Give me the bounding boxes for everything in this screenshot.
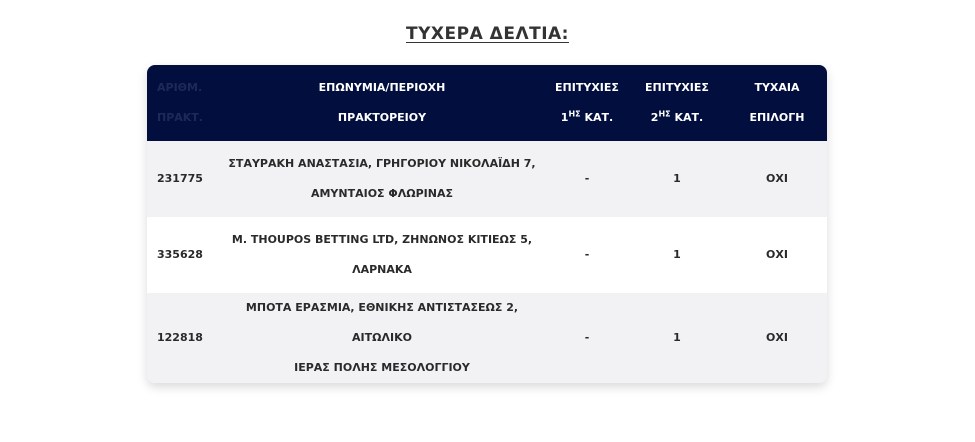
- random-selection-cell: ΟΧΙ: [766, 331, 788, 344]
- agency-number-cell: 231775: [157, 172, 203, 185]
- agency-name-cell: M. THOUPOS BETTING LTD, ΖΗΝΩΝΟΣ ΚΙΤΙΕΩΣ 5, ΛΑΡΝΑΚΑ: [231, 233, 533, 276]
- first-category-cell: -: [584, 248, 590, 261]
- agency-name-cell: ΜΠΟΤΑ ΕΡΑΣΜΙΑ, ΕΘΝΙΚΗΣ ΑΝΤΙΣΤΑΣΕΩΣ 2, ΑΙΤΩΛΙΚΟ ΙΕΡΑΣ ΠΟΛΗΣ ΜΕΣΟΛΟΓΓΙΟΥ: [245, 301, 519, 374]
- table-row: [147, 217, 827, 293]
- table-header-row: [147, 65, 827, 141]
- first-category-cell: -: [584, 331, 590, 344]
- winning-tickets-table-container: [147, 65, 827, 383]
- winning-tickets-table: [147, 65, 827, 383]
- random-selection-cell: ΟΧΙ: [766, 248, 788, 261]
- table-row: [147, 141, 827, 217]
- header-agency-number: ΑΡΙΘΜ. ΠΡΑΚΤ.: [157, 81, 203, 124]
- second-category-cell: 1: [673, 248, 681, 261]
- table-row: [147, 293, 827, 383]
- page-title: ΤΥΧΕΡΑ ΔΕΛΤΙΑ:: [406, 24, 569, 44]
- second-category-cell: 1: [673, 172, 681, 185]
- header-random-selection: ΤΥΧΑΙΑ ΕΠΙΛΟΓΗ: [749, 81, 805, 124]
- agency-name-cell: ΣΤΑΥΡΑΚΗ ΑΝΑΣΤΑΣΙΑ, ΓΡΗΓΟΡΙΟΥ ΝΙΚΟΛΑΪΔΗ 7, ΑΜΥΝΤΑΙΟΣ ΦΛΩΡΙΝΑΣ: [228, 157, 536, 200]
- agency-number-cell: 122818: [157, 331, 203, 344]
- agency-number-cell: 335628: [157, 248, 203, 261]
- header-first-category-wins: ΕΠΙΤΥΧΙΕΣ $1^{H\Sigma}$ ΚΑΤ.: [555, 81, 619, 124]
- header-second-category-wins: ΕΠΙΤΥΧΙΕΣ $2^{H\Sigma}$ ΚΑΤ.: [645, 81, 709, 124]
- second-category-cell: 1: [673, 331, 681, 344]
- random-selection-cell: ΟΧΙ: [766, 172, 788, 185]
- header-agency-name: ΕΠΩΝΥΜΙΑ/ΠΕΡΙΟΧΗ ΠΡΑΚΤΟΡΕΙΟΥ: [318, 81, 446, 124]
- first-category-cell: -: [584, 172, 590, 185]
